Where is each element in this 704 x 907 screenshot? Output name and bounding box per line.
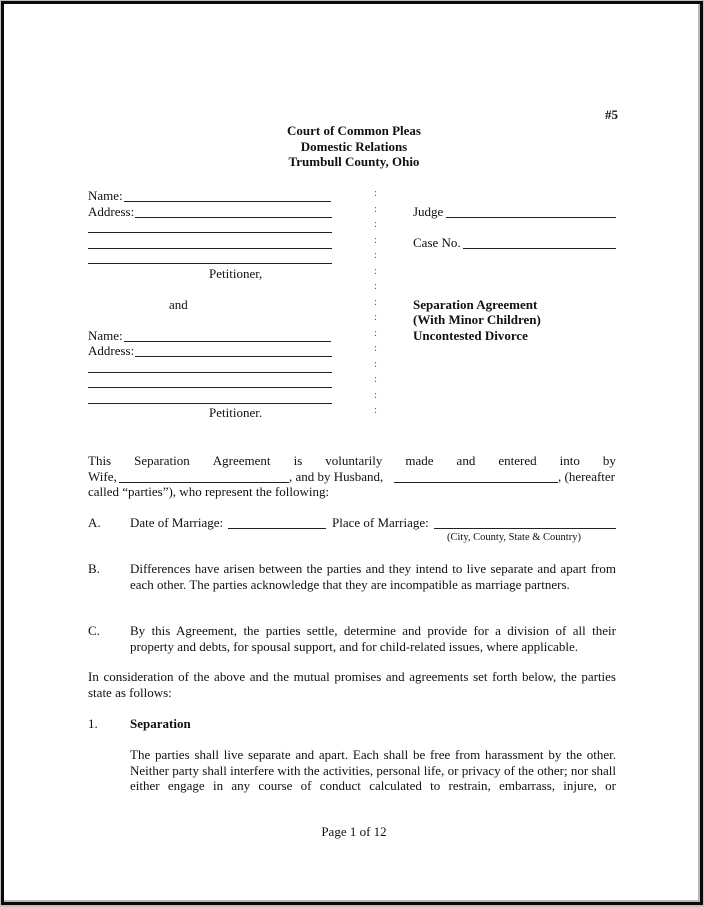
item-b-text: Differences have arisen between the parties and they intend to live separate and apart from each other. The parties acknowledge that they are incompatible as marriage partners. <box>130 561 616 592</box>
party1-address-field[interactable] <box>135 204 332 218</box>
section-1-number: 1. <box>88 716 98 731</box>
party2-address-field[interactable] <box>135 343 332 357</box>
separator: : <box>374 357 378 370</box>
place-of-marriage-label: Place of Marriage: <box>332 515 429 530</box>
intro-line1 <box>88 453 616 469</box>
intro-word: made <box>405 453 434 468</box>
separator: : <box>374 264 378 277</box>
party2-address-line3[interactable] <box>88 374 332 388</box>
intro-word: Agreement <box>212 453 271 468</box>
date-of-marriage-field[interactable] <box>228 515 326 529</box>
party1-role: Petitioner, <box>209 265 263 281</box>
separator: : <box>374 404 378 416</box>
agreement-subtitle: (With Minor Children) <box>413 312 541 327</box>
party2-name-label: Name: <box>88 327 123 343</box>
case-no-label: Case No. <box>413 234 461 250</box>
section-1-heading: Separation <box>130 716 191 731</box>
item-c-text: By this Agreement, the parties settle, determine and provide for a division of all their property and debts, for spousal support, and for child-related issues, where applicable. <box>130 623 616 654</box>
party1-address-label: Address: <box>88 203 135 219</box>
party1-name-field[interactable] <box>124 188 331 202</box>
form-number: #5 <box>605 107 618 122</box>
intro-word: and <box>456 453 476 468</box>
case-no-field[interactable] <box>463 235 616 249</box>
separator: : <box>374 295 378 308</box>
separator: : <box>374 280 378 292</box>
intro-word: voluntarily <box>325 453 383 468</box>
intro-line3: called “parties”), who represent the following: <box>88 484 330 499</box>
judge-field[interactable] <box>446 204 616 218</box>
item-b-marker: B. <box>88 561 100 576</box>
date-of-marriage-label: Date of Marriage: <box>130 515 224 530</box>
party2-name-field[interactable] <box>124 328 331 342</box>
party2-role: Petitioner. <box>209 405 263 420</box>
intro-word: Separation <box>134 453 190 468</box>
party1-address-line2[interactable] <box>88 219 332 233</box>
page-number: Page 1 of 12 <box>321 824 387 839</box>
separator: : <box>374 187 378 199</box>
party1-name-label: Name: <box>88 188 123 203</box>
party1-address-line3[interactable] <box>88 235 332 249</box>
agreement-type: Uncontested Divorce <box>413 327 528 343</box>
separator: : <box>374 249 378 261</box>
court-name: Court of Common Pleas <box>287 123 421 138</box>
and-label: and <box>169 296 188 312</box>
separator: : <box>374 311 378 323</box>
item-a-marker: A. <box>88 515 101 530</box>
wife-name-field[interactable] <box>119 469 289 483</box>
intro-word: into <box>559 453 580 468</box>
separator: : <box>374 326 378 339</box>
intro-word: by <box>602 453 616 468</box>
place-of-marriage-field[interactable] <box>434 515 616 529</box>
party2-address-line4[interactable] <box>88 390 332 404</box>
judge-label: Judge <box>413 203 444 219</box>
separator: : <box>374 388 378 401</box>
intro-word: This <box>88 453 112 468</box>
intro-word: is <box>293 453 303 468</box>
husband-label: , and by Husband, <box>289 468 384 484</box>
party1-address-line4[interactable] <box>88 250 332 264</box>
party2-address-label: Address: <box>88 343 135 358</box>
separator: : <box>374 342 378 354</box>
item-c-marker: C. <box>88 623 100 638</box>
husband-name-field[interactable] <box>394 469 558 483</box>
separator: : <box>374 373 378 385</box>
separator: : <box>374 202 378 215</box>
party2-address-line2[interactable] <box>88 359 332 373</box>
agreement-title: Separation Agreement <box>413 296 538 312</box>
intro-word: entered <box>498 453 537 468</box>
hereafter-text: , (hereafter <box>558 468 616 484</box>
separator: : <box>374 218 378 230</box>
place-of-marriage-hint: (City, County, State & Country) <box>447 532 581 543</box>
section-1-text: The parties shall live separate and apart. Each shall be free from harassment by the other. Neither party shall interfere with the activities, personal life, or privacy of the other; nor shall either engage in any course of conduct calculated to restrain, embarrass, injure, or <box>130 747 616 793</box>
court-county: Trumbull County, Ohio <box>288 154 420 169</box>
document-page <box>1 1 703 905</box>
separator: : <box>374 233 378 246</box>
consideration-text: In consideration of the above and the mutual promises and agreements set forth below, the parties state as follows: <box>88 669 616 700</box>
wife-label: Wife, <box>88 468 117 484</box>
court-division: Domestic Relations <box>300 138 408 154</box>
